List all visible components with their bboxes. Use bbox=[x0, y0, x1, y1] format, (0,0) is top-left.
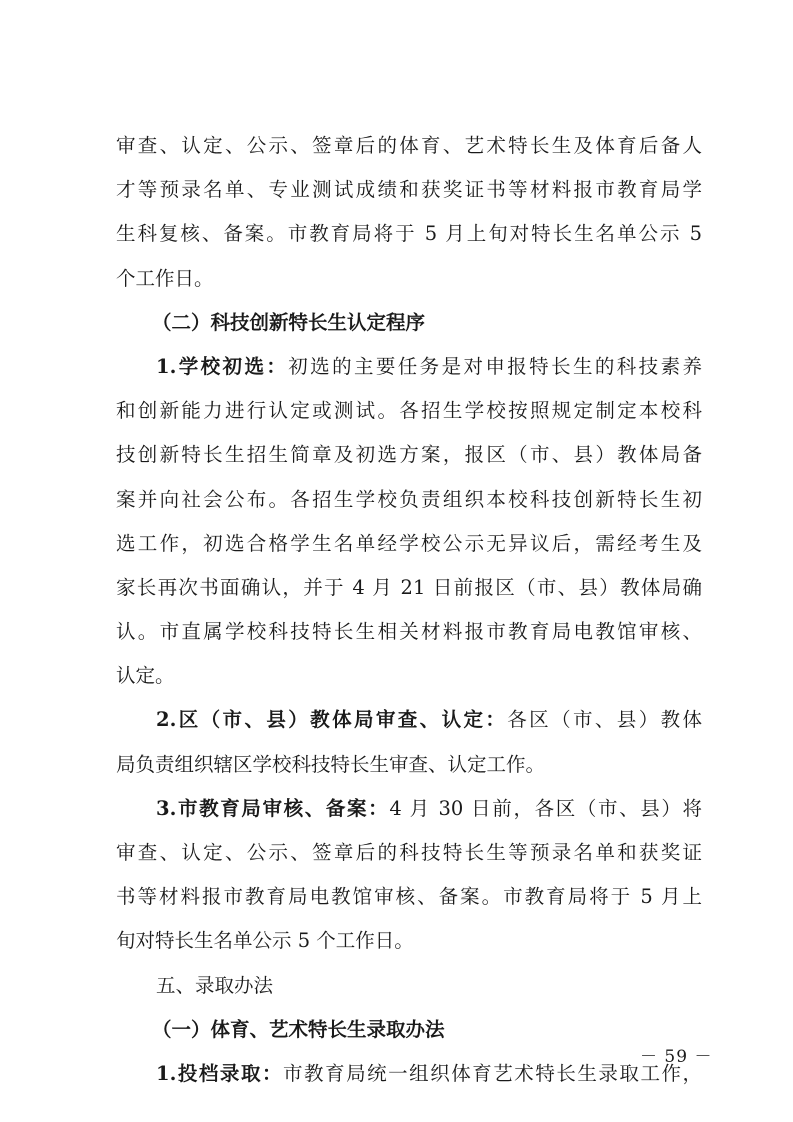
admission-step-1-line bbox=[116, 1052, 702, 1096]
paragraph-line: 案并向社会公布。各招生学校负责组织本校科技创新特长生初 bbox=[116, 487, 702, 511]
step-3-line bbox=[116, 787, 702, 831]
paragraph-line: 才等预录名单、专业测试成绩和获奖证书等材料报市教育局学 bbox=[116, 178, 702, 202]
paragraph-line: 认定。 bbox=[116, 664, 175, 688]
step-1-heading: 1.学校初选： bbox=[156, 354, 289, 378]
paragraph-line: 局负责组织辖区学校科技特长生审查、认定工作。 bbox=[116, 752, 546, 776]
paragraph-line: 生科复核、备案。市教育局将于 5 月上旬对特长生名单公示 5 bbox=[116, 222, 702, 246]
paragraph-line: 技创新特长生招生简章及初选方案，报区（市、县）教体局备 bbox=[116, 443, 702, 467]
paragraph-line: 书等材料报市教育局电教馆审核、备案。市教育局将于 5 月上 bbox=[116, 885, 702, 909]
step-2-line bbox=[116, 698, 702, 742]
paragraph-line: 审查、认定、公示、签章后的体育、艺术特长生及体育后备人 bbox=[116, 134, 702, 157]
step-2-text: 各区（市、县）教体 bbox=[507, 708, 702, 732]
step-1-text: 初选的主要任务是对申报特长生的科技素养 bbox=[288, 354, 702, 378]
paragraph-line: 旬对特长生名单公示 5 个工作日。 bbox=[116, 929, 414, 953]
paragraph-line: 选工作，初选合格学生名单经学校公示无异议后，需经考生及 bbox=[116, 531, 702, 555]
admission-step-1-text: 市教育局统一组织体育艺术特长生录取工作， bbox=[283, 1061, 702, 1085]
step-2-heading: 2.区（市、县）教体局审查、认定： bbox=[156, 708, 508, 732]
document-body bbox=[116, 124, 702, 1096]
step-1-line bbox=[116, 345, 702, 389]
paragraph-line: 个工作日。 bbox=[116, 266, 214, 290]
paragraph-line: 家长再次书面确认，并于 4 月 21 日前报区（市、县）教体局确 bbox=[116, 575, 702, 599]
step-3-text: 4 月 30 日前，各区（市、县）将 bbox=[389, 796, 702, 820]
paragraph-line: 和创新能力进行认定或测试。各招生学校按照规定制定本校科 bbox=[116, 399, 702, 423]
page-number: － 59 － bbox=[640, 1047, 713, 1067]
section-heading-admission: 五、录取办法 bbox=[156, 973, 274, 997]
section-heading-tech: （二）科技创新特长生认定程序 bbox=[152, 310, 426, 334]
paragraph-line: 审查、认定、公示、签章后的科技特长生等预录名单和获奖证 bbox=[116, 841, 702, 864]
step-3-heading: 3.市教育局审核、备案： bbox=[156, 796, 390, 820]
subsection-heading-sports-art: （一）体育、艺术特长生录取办法 bbox=[152, 1017, 445, 1041]
paragraph-line: 认。市直属学校科技特长生相关材料报市教育局电教馆审核、 bbox=[116, 620, 702, 644]
admission-step-1-heading: 1.投档录取： bbox=[156, 1061, 284, 1085]
